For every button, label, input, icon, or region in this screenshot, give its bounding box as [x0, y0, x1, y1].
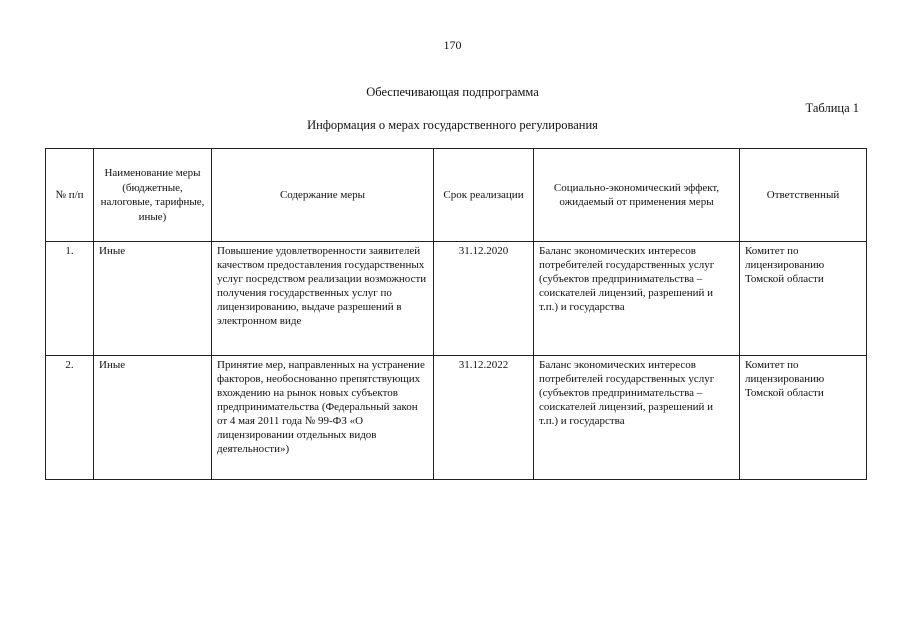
header-effect: Социально-экономический эффект, ожидаемый от применения меры: [534, 149, 740, 242]
cell-number: 1.: [46, 242, 94, 356]
table-row: [46, 242, 867, 356]
header-measure-content: Содержание меры: [212, 149, 434, 242]
cell-measure-content: Принятие мер, направленных на устранение факторов, необоснованно препятствующих вхождению на рынок новых субъектов предпринимательства (Федеральный закон от 4 мая 2011 года № 99-ФЗ «О лицензировании отдельных видов деятельности»): [212, 356, 434, 480]
table-label: Таблица 1: [805, 101, 859, 115]
cell-measure-name: Иные: [94, 242, 212, 356]
page-number: 170: [443, 38, 462, 52]
cell-measure-content: Повышение удовлетворенности заявителей качеством предоставления государственных услуг посредством реализации возможности получения государственных услуг по лицензированию, выдаче разрешений в электронном виде: [212, 242, 434, 356]
header-deadline: Срок реализации: [434, 149, 534, 242]
table-row: [46, 356, 867, 480]
cell-effect: Баланс экономических интересов потребителей государственных услуг (субъектов предпринимательства – соискателей лицензий, разрешений и т.п.) и государства: [534, 242, 740, 356]
cell-number: 2.: [46, 356, 94, 480]
cell-deadline: 31.12.2020: [434, 242, 534, 356]
document-title: Обеспечивающая подпрограмма: [366, 85, 539, 99]
cell-measure-name: Иные: [94, 356, 212, 480]
measures-table: [45, 148, 867, 480]
cell-responsible: Комитет по лицензированию Томской области: [740, 356, 867, 480]
cell-responsible: Комитет по лицензированию Томской области: [740, 242, 867, 356]
header-number: № п/п: [46, 149, 94, 242]
header-measure-name: Наименование меры (бюджетные, налоговые, тарифные, иные): [94, 149, 212, 242]
cell-deadline: 31.12.2022: [434, 356, 534, 480]
table-title: Информация о мерах государственного регулирования: [307, 118, 598, 132]
table-header-row: [46, 149, 867, 242]
header-responsible: Ответственный: [740, 149, 867, 242]
cell-effect: Баланс экономических интересов потребителей государственных услуг (субъектов предпринимательства – соискателей лицензий, разрешений и т.п.) и государства: [534, 356, 740, 480]
